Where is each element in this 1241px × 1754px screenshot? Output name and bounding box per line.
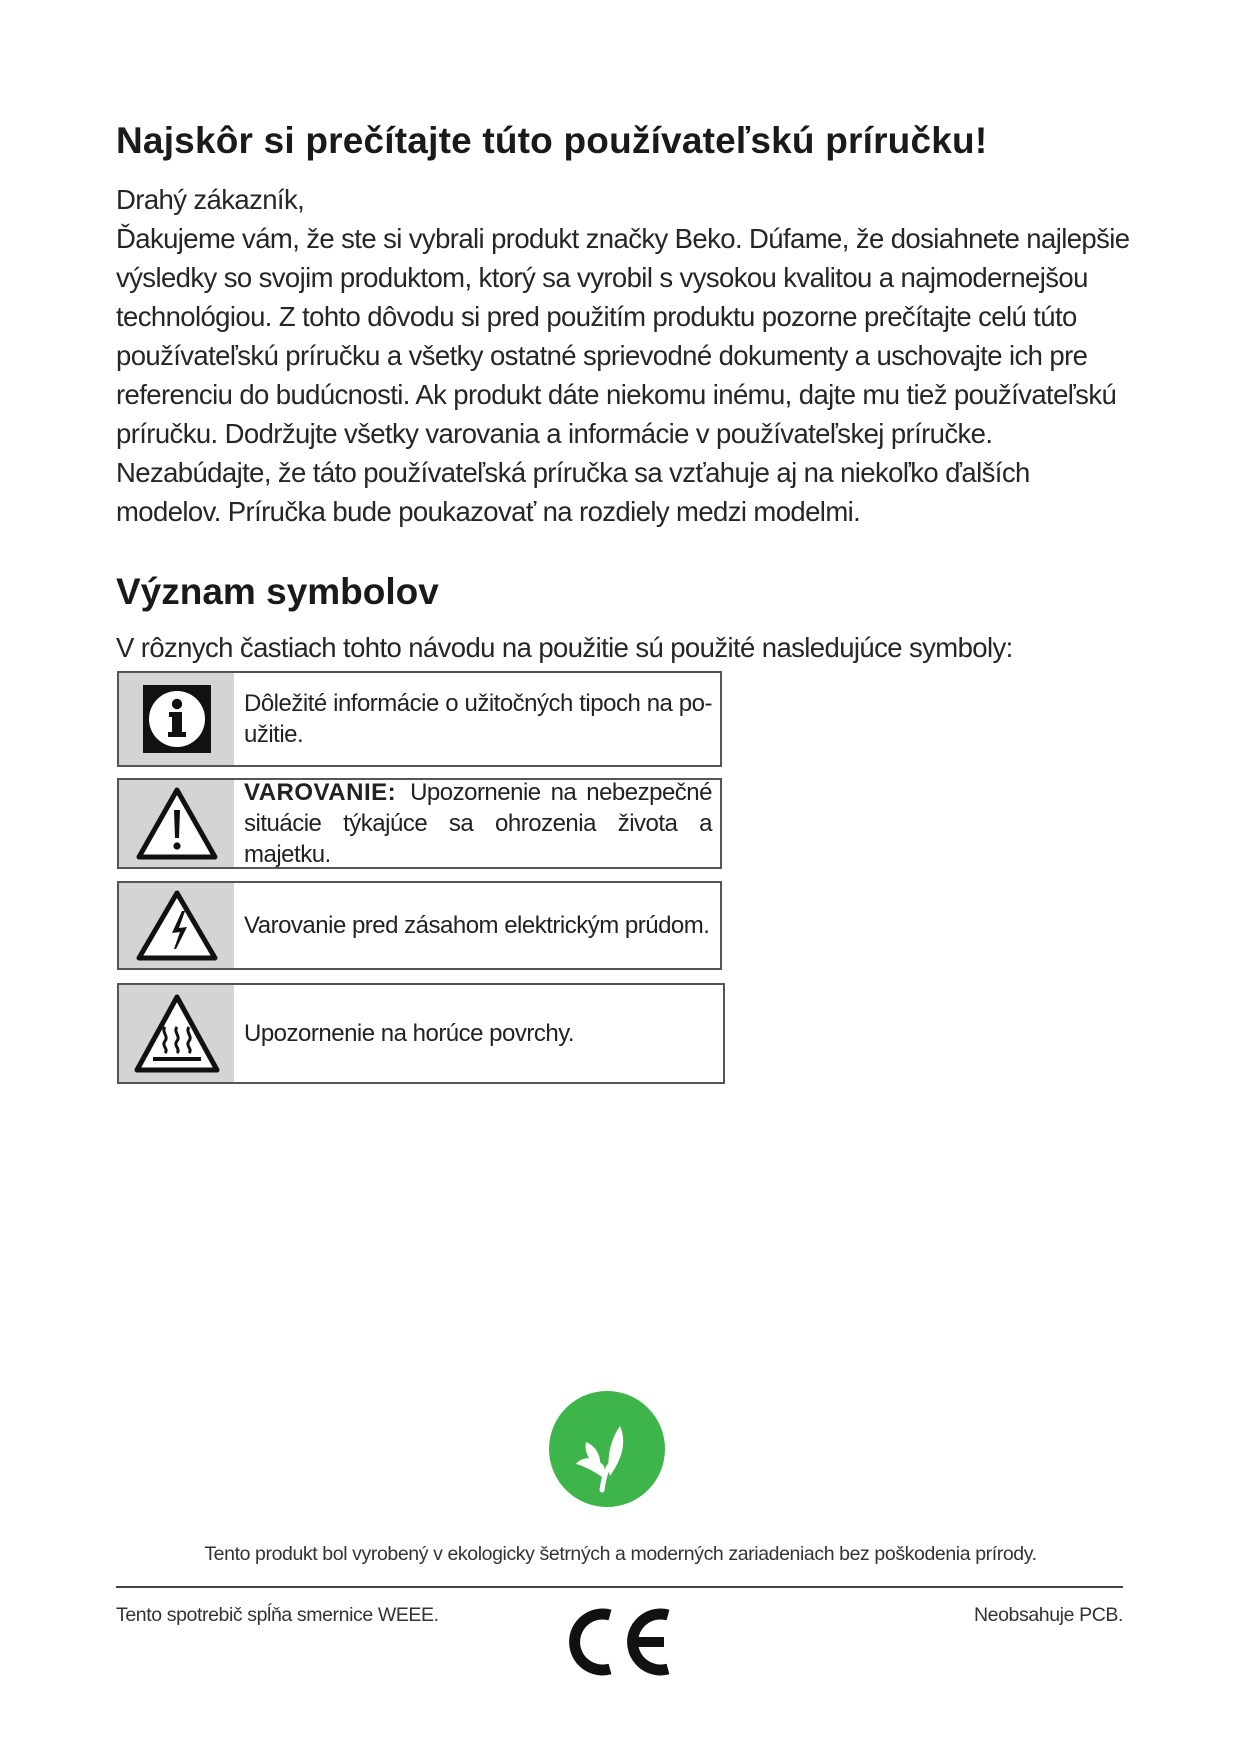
symbol-row-info <box>117 671 722 767</box>
greeting: Drahý zákazník, <box>116 184 305 215</box>
warning-icon <box>135 786 219 862</box>
warning-label: VAROVANIE: <box>244 779 397 806</box>
eco-leaf-icon <box>548 1390 666 1508</box>
intro-text <box>116 180 1136 531</box>
symbol-icon-cell <box>119 780 234 867</box>
symbols-lead: V rôznych častiach tohto návodu na použitie sú použité nasledujúce symboly: <box>116 632 1013 663</box>
symbol-description: Dôležité informácie o užitočných tipoch na po-užitie. <box>244 690 712 748</box>
symbol-row-electric <box>117 881 722 970</box>
symbol-description: Upozornenie na horúce povrchy. <box>244 1020 575 1047</box>
symbol-text <box>234 883 717 968</box>
models-note: Nezabúdajte, že táto používateľská príručka sa vzťahuje aj na niekoľko ďalších modelov. Príručka bude poukazovať na rozdiely medzi modelmi. <box>116 457 1030 527</box>
symbol-row-hot-surface <box>117 983 725 1084</box>
symbol-text <box>234 673 720 765</box>
electric-shock-icon <box>135 889 219 963</box>
page-title: Najskôr si prečítajte túto používateľskú príručku! <box>116 120 988 161</box>
symbol-icon-cell <box>119 673 234 765</box>
intro-paragraph: Ďakujeme vám, že ste si vybrali produkt značky Beko. Dúfame, že dosiahnete najlepšie výsledky so svojim produktom, ktorý sa vyrobil s vysokou kvalitou a najmodernejšou technológiou. Z tohto dôvodu si pred použitím produktu pozorne prečítajte celú túto používateľskú príručku a všetky ostatné sprievodné dokumenty a uschovajte ich pre referenciu do budúcnosti. Ak produkt dáte niekomu inému, dajte mu tiež používateľskú príručku. Dodržujte všetky varovania a informácie v používateľskej príručke. <box>116 223 1130 449</box>
symbol-text <box>234 780 720 867</box>
ce-mark-icon <box>566 1603 678 1681</box>
eco-statement: Tento produkt bol vyrobený v ekologicky šetrných a moderných zariadeniach bez poškodenia prírody. <box>204 1543 1037 1565</box>
hot-surface-icon <box>133 993 221 1075</box>
section-title-symbols: Význam symbolov <box>116 571 439 612</box>
symbol-text <box>234 985 582 1082</box>
pcb-statement: Neobsahuje PCB. <box>973 1604 1123 1626</box>
weee-statement: Tento spotrebič spĺňa smernice WEEE. <box>116 1604 439 1626</box>
symbol-description: Upozornenie na nebezpečné situácie týkajúce sa ohrozenia života a majetku. <box>244 779 712 868</box>
footer-divider <box>116 1586 1123 1588</box>
symbol-row-warning <box>117 778 722 869</box>
symbol-icon-cell <box>119 883 234 968</box>
symbol-icon-cell <box>119 985 234 1082</box>
symbol-description: Varovanie pred zásahom elektrickým prúdom. <box>244 912 710 939</box>
info-icon <box>143 685 211 753</box>
